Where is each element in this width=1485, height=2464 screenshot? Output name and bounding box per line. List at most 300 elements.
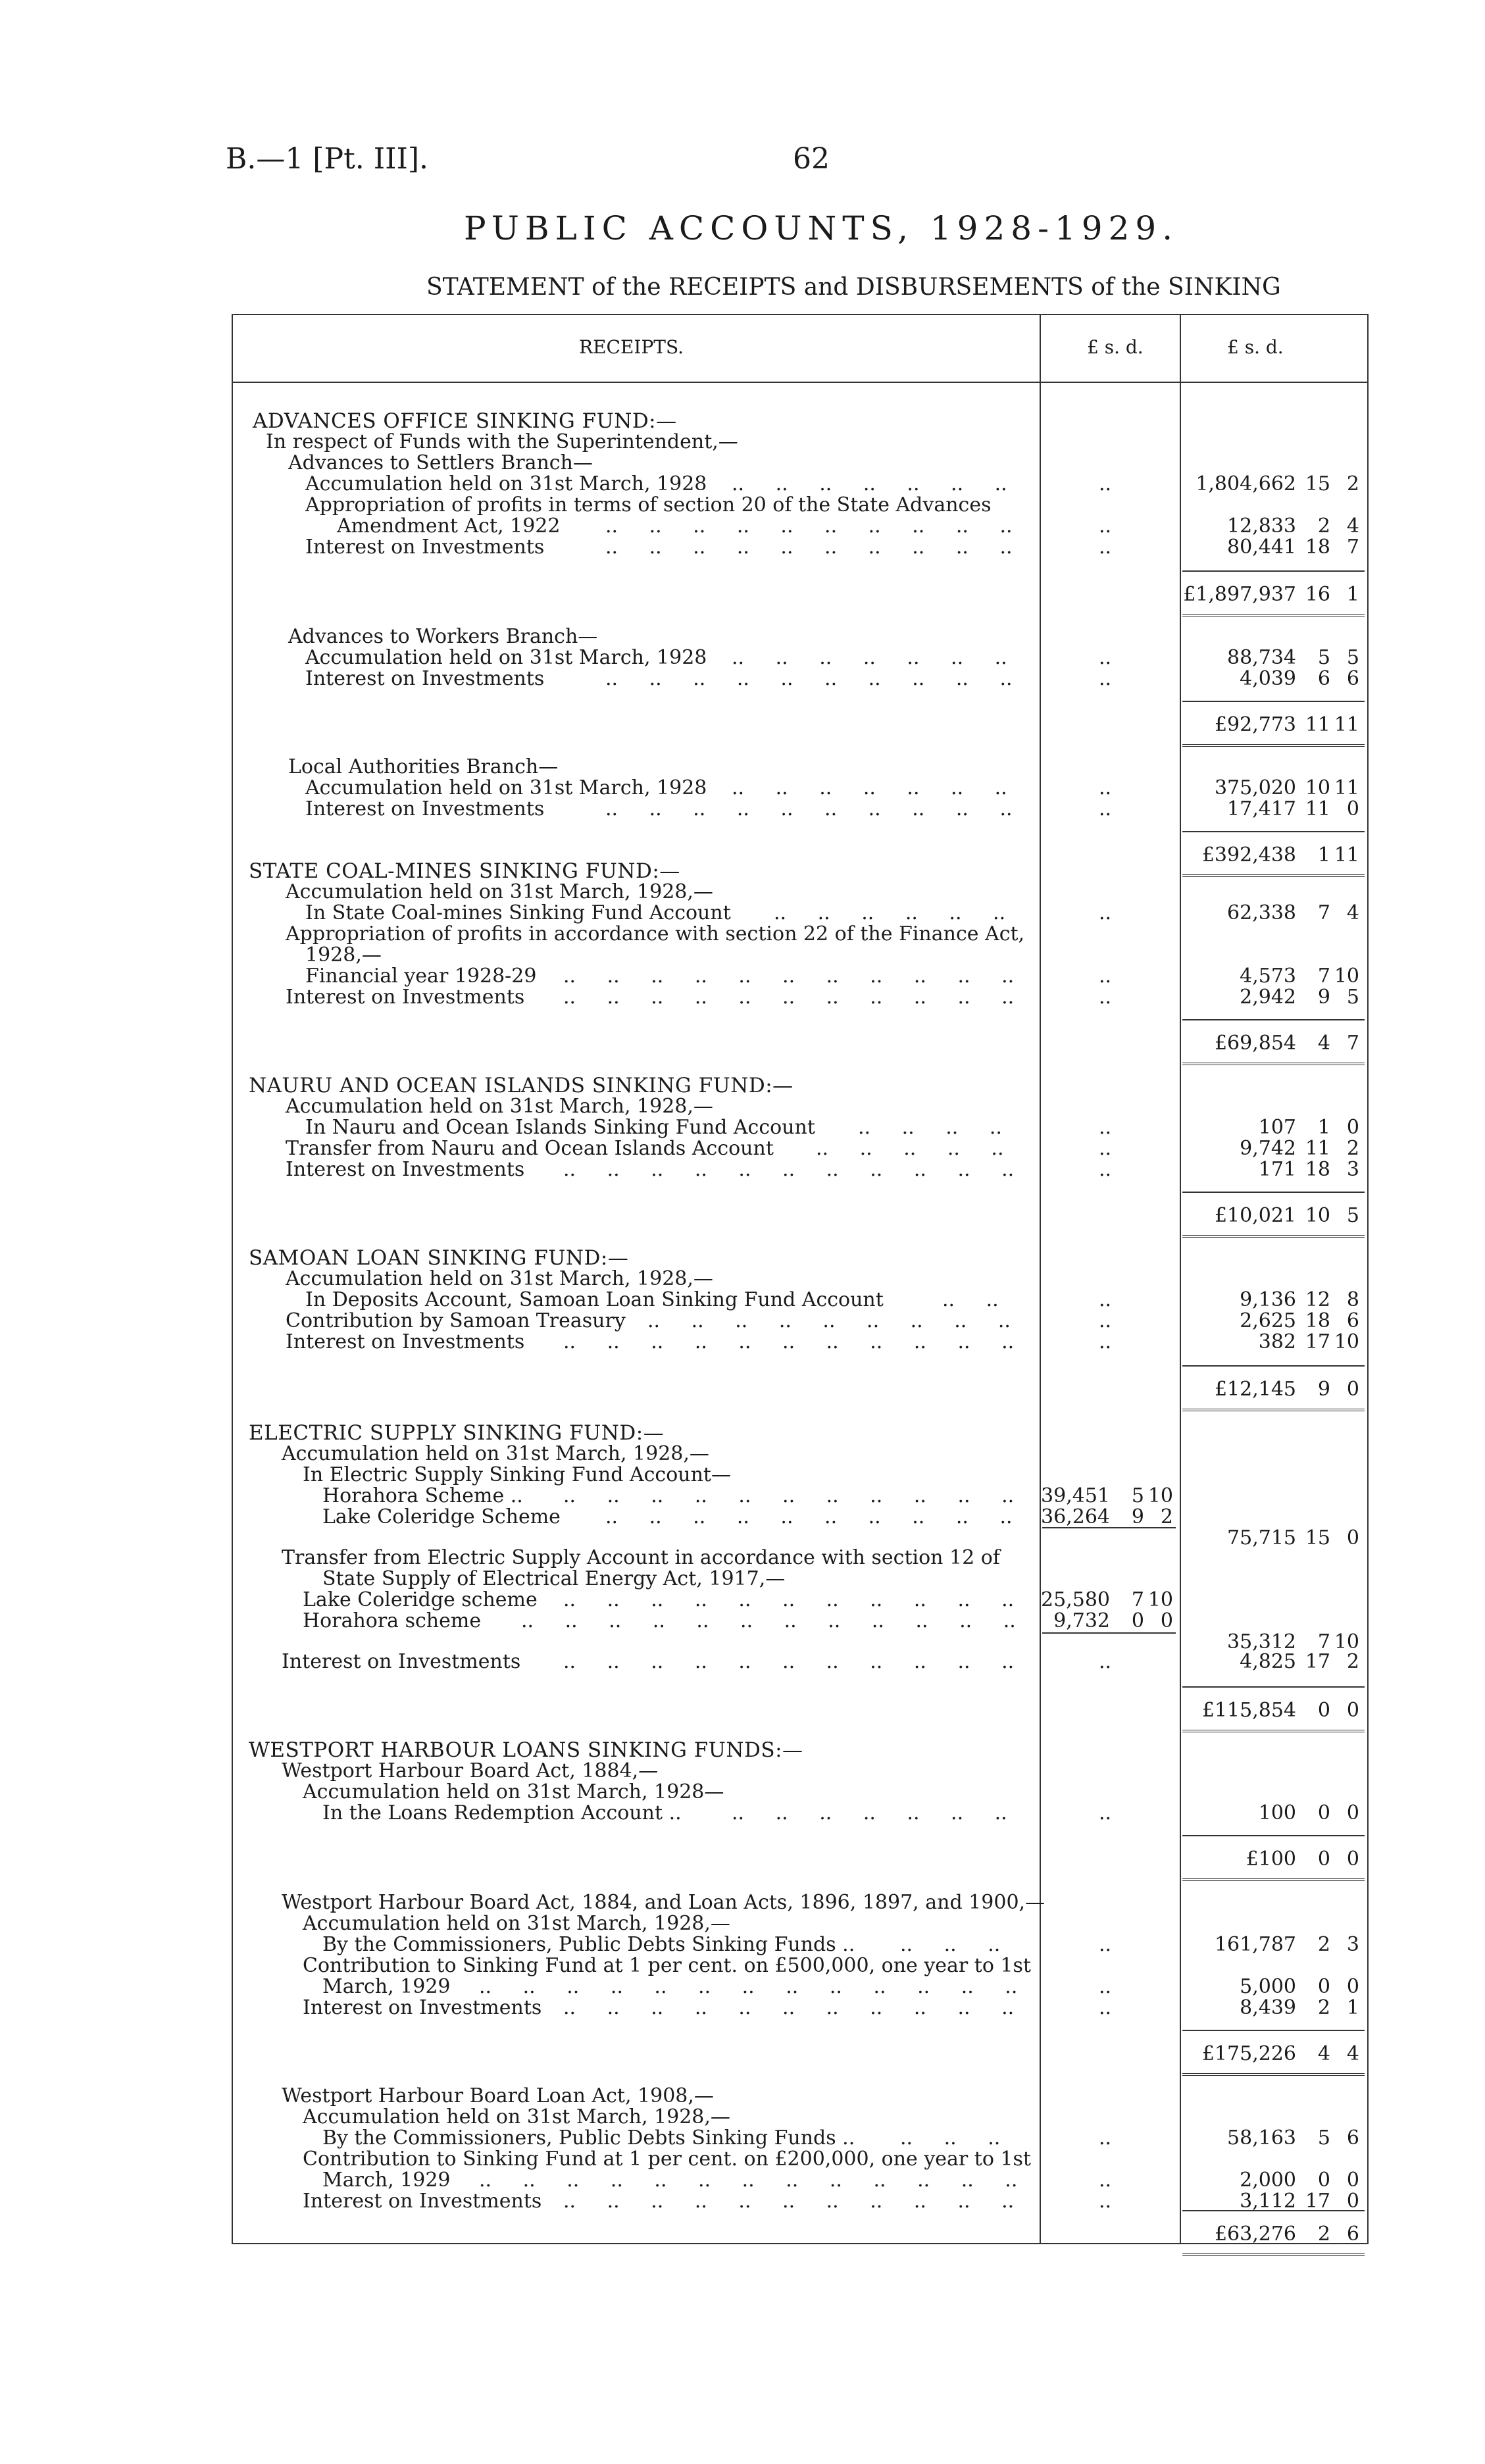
pounds-column-header-1: £ s. d. — [1087, 336, 1144, 358]
receipt-line-l54: Contribution to Sinking Fund at 1 per cent. on £200,000, one year to 1st — [303, 2148, 1031, 2171]
amount-shillings: 18 — [1305, 1309, 1330, 1332]
fund-total — [1246, 1849, 1359, 1869]
pounds-column-header-2: £ s. d. — [1227, 336, 1284, 358]
amount-value — [1240, 669, 1359, 689]
total-rule — [1182, 570, 1365, 572]
leader-dots: .. .. .. .. .. .. .. .. .. .. .. — [563, 965, 1015, 988]
amount-pounds: 17,417 — [1227, 797, 1296, 820]
leader-dots: .. .. .. .. .. .. .. .. .. .. .. — [563, 1650, 1015, 1673]
leader-dots: .. .. .. .. .. .. .. .. .. .. .. .. — [521, 1609, 1016, 1632]
amount-pence: 7 — [1346, 1032, 1359, 1055]
amount-pounds: £92,773 — [1214, 713, 1296, 736]
amount-pounds: 25,580 — [1041, 1588, 1110, 1611]
receipt-line-l9: Accumulation held on 31st March, 1928 — [305, 646, 707, 669]
amount-shillings: 2 — [1317, 515, 1330, 538]
receipt-line-l41: WESTPORT HARBOUR LOANS SINKING FUNDS:— — [249, 1738, 803, 1762]
amount-value — [1041, 1590, 1173, 1610]
leader-dots: .. .. .. .. .. .. .. .. .. .. — [605, 1505, 1013, 1528]
receipt-line-l55: March, 1929 — [322, 2169, 451, 2192]
amount-pounds: 4,039 — [1240, 667, 1296, 690]
total-rule — [1182, 1365, 1365, 1367]
amount-value — [1259, 1160, 1359, 1180]
amount-pounds: £115,854 — [1201, 1699, 1296, 1722]
leader-dots: .. — [1099, 1288, 1112, 1311]
amount-pounds: 161,787 — [1214, 1933, 1296, 1956]
receipt-line-l47: By the Commissioners, Public Debts Sinking Funds .. — [322, 1933, 855, 1956]
receipt-line-l17: Appropriation of profits in accordance with section 22 of the Finance Act, — [286, 922, 1025, 945]
amount-pence: 10 — [1334, 965, 1359, 988]
amount-shillings: 7 — [1317, 1630, 1330, 1653]
document-reference: B.—1 [Pt. III]. — [226, 142, 429, 176]
leader-dots: .. .. .. .. — [858, 1116, 1002, 1139]
amount-shillings: 4 — [1317, 1032, 1330, 1055]
leader-dots: .. — [1099, 2169, 1112, 2192]
receipt-line-l35: Lake Coleridge Scheme — [322, 1505, 561, 1528]
receipt-line-l44: In the Loans Redemption Account .. — [322, 1801, 682, 1824]
amount-pounds: 8,439 — [1240, 1996, 1296, 2019]
leader-dots: .. — [1099, 667, 1112, 690]
amount-pence: 0 — [1346, 1801, 1359, 1824]
amount-shillings: 10 — [1305, 776, 1330, 799]
leader-dots: .. .. .. .. .. .. .. — [732, 1801, 1007, 1824]
amount-pence: 7 — [1346, 536, 1359, 559]
amount-shillings: 0 — [1317, 1848, 1330, 1871]
total-double-rule — [1182, 1878, 1365, 1881]
fund-total — [1202, 845, 1359, 865]
amount-pence: 0 — [1346, 1699, 1359, 1722]
amount-shillings: 2 — [1317, 1996, 1330, 2019]
amount-shillings: 15 — [1305, 1526, 1330, 1549]
amount-pence: 11 — [1334, 776, 1359, 799]
amount-value — [1240, 1290, 1359, 1310]
receipt-line-l24: Transfer from Nauru and Ocean Islands Account — [286, 1137, 774, 1160]
leader-dots: .. .. .. .. .. .. .. — [732, 776, 1007, 799]
fund-total — [1215, 715, 1359, 735]
subtotal-rule — [1042, 1632, 1176, 1634]
amount-pounds: £392,438 — [1201, 843, 1296, 867]
amount-pence: 4 — [1346, 515, 1359, 538]
leader-dots: .. .. .. .. .. .. .. .. .. .. — [605, 797, 1013, 820]
leader-dots: .. — [1099, 1158, 1112, 1181]
amount-pounds: 1,804,662 — [1196, 472, 1296, 495]
amount-shillings: 15 — [1305, 472, 1330, 495]
amount-pounds: £100 — [1246, 1848, 1296, 1871]
amount-pence: 6 — [1346, 2223, 1359, 2246]
amount-shillings: 9 — [1131, 1505, 1144, 1528]
receipt-line-l18: 1928,— — [305, 943, 382, 967]
amount-shillings: 18 — [1305, 1158, 1330, 1181]
leader-dots: .. .. .. .. .. .. .. .. .. .. .. — [563, 2190, 1015, 2213]
amount-shillings: 17 — [1305, 1330, 1330, 1353]
leader-dots: .. — [1099, 1996, 1112, 2019]
amount-pence: 0 — [1346, 2190, 1359, 2213]
amount-pounds: 62,338 — [1227, 901, 1296, 924]
receipt-line-l12: Accumulation held on 31st March, 1928 — [305, 776, 707, 799]
receipt-line-l27: Accumulation held on 31st March, 1928,— — [286, 1267, 713, 1290]
leader-dots: .. — [1099, 776, 1112, 799]
total-rule — [1182, 1019, 1365, 1020]
leader-dots: .. .. .. .. .. .. .. .. .. — [647, 1309, 1011, 1332]
amount-shillings: 7 — [1131, 1588, 1144, 1611]
statement-subtitle: STATEMENT of the RECEIPTS and DISBURSEMENTS of the SINKING — [426, 274, 1281, 301]
total-rule — [1182, 701, 1365, 702]
receipt-line-l50: Interest on Investments — [303, 1996, 542, 2019]
amount-pence: 0 — [1346, 1848, 1359, 1871]
amount-pounds: 2,942 — [1240, 986, 1296, 1009]
leader-dots: .. — [1099, 965, 1112, 988]
amount-value — [1041, 1507, 1173, 1527]
total-rule — [1182, 1192, 1365, 1193]
receipt-line-l16: In State Coal-mines Sinking Fund Account — [305, 901, 731, 924]
amount-pounds: 2,625 — [1240, 1309, 1296, 1332]
fund-total — [1202, 2044, 1359, 2064]
column-rule-1 — [1040, 314, 1041, 2244]
amount-pounds: 36,264 — [1041, 1505, 1110, 1528]
fund-total — [1215, 2225, 1359, 2244]
leader-dots: .. .. .. .. .. .. .. .. .. .. — [605, 536, 1013, 559]
receipt-line-l2: In respect of Funds with the Superintendent,— — [266, 430, 738, 453]
receipt-line-l51: Westport Harbour Board Loan Act, 1908,— — [282, 2084, 714, 2107]
amount-pence: 2 — [1346, 472, 1359, 495]
amount-shillings: 0 — [1317, 1801, 1330, 1824]
amount-pounds: 107 — [1258, 1116, 1296, 1139]
total-double-rule — [1182, 1730, 1365, 1732]
table-top-rule — [232, 314, 1369, 315]
amount-value — [1259, 1332, 1359, 1352]
receipt-line-l33: In Electric Supply Sinking Fund Account— — [303, 1463, 731, 1486]
leader-dots: .. — [1099, 2190, 1112, 2213]
amount-pounds: 9,732 — [1053, 1609, 1110, 1632]
amount-pence: 5 — [1346, 1204, 1359, 1227]
page-number: 62 — [793, 142, 830, 176]
total-rule — [1182, 2030, 1365, 2031]
receipt-line-l13: Interest on Investments — [305, 797, 545, 820]
amount-shillings: 7 — [1317, 901, 1330, 924]
total-rule — [1182, 1686, 1365, 1688]
receipt-line-l42: Westport Harbour Board Act, 1884,— — [282, 1759, 659, 1782]
amount-pence: 10 — [1147, 1484, 1173, 1507]
amount-pounds: 75,715 — [1227, 1526, 1296, 1549]
amount-shillings: 6 — [1317, 667, 1330, 690]
receipt-line-l4: Accumulation held on 31st March, 1928 — [305, 472, 707, 495]
receipt-line-l38: Lake Coleridge scheme — [303, 1588, 538, 1611]
amount-pence: 3 — [1346, 1158, 1359, 1181]
amount-shillings: 1 — [1317, 1116, 1330, 1139]
amount-shillings: 4 — [1317, 2042, 1330, 2065]
amount-pence: 10 — [1334, 1330, 1359, 1353]
receipt-line-l15: Accumulation held on 31st March, 1928,— — [286, 880, 713, 903]
receipt-line-l8: Advances to Workers Branch— — [288, 625, 598, 648]
amount-value — [1227, 1528, 1359, 1548]
amount-pence: 6 — [1346, 2126, 1359, 2150]
amount-shillings: 7 — [1317, 965, 1330, 988]
amount-pounds: 100 — [1258, 1801, 1296, 1824]
amount-pounds: 39,451 — [1041, 1484, 1110, 1507]
fund-total — [1215, 1380, 1359, 1399]
amount-pounds: £10,021 — [1214, 1204, 1296, 1227]
receipt-line-l45: Westport Harbour Board Act, 1884, and Loan Acts, 1896, 1897, and 1900,— — [282, 1891, 1045, 1914]
amount-value — [1240, 1652, 1359, 1672]
amount-pounds: 5,000 — [1240, 1975, 1296, 1998]
receipt-line-l56: Interest on Investments — [303, 2190, 542, 2213]
leader-dots: .. .. .. — [900, 1933, 1001, 1956]
amount-pounds: 9,136 — [1240, 1288, 1296, 1311]
receipt-line-l21: NAURU AND OCEAN ISLANDS SINKING FUND:— — [249, 1074, 793, 1097]
leader-dots: .. — [1099, 986, 1112, 1009]
table-right-rule — [1367, 314, 1369, 2244]
amount-value — [1215, 778, 1359, 798]
amount-pounds: 9,742 — [1240, 1137, 1296, 1160]
amount-pounds: 3,112 — [1240, 2190, 1296, 2213]
amount-shillings: 0 — [1317, 1975, 1330, 1998]
receipt-line-l39: Horahora scheme — [303, 1609, 482, 1632]
amount-pence: 0 — [1346, 1116, 1359, 1139]
amount-shillings: 17 — [1305, 2190, 1330, 2213]
amount-value — [1240, 2171, 1359, 2190]
leader-dots: .. .. .. .. .. .. .. .. .. .. .. — [563, 1330, 1015, 1353]
amount-value — [1240, 1311, 1359, 1331]
total-double-rule — [1182, 1235, 1365, 1238]
leader-dots: .. .. — [942, 1288, 999, 1311]
amount-pence: 5 — [1346, 986, 1359, 1009]
amount-pence: 5 — [1346, 646, 1359, 669]
amount-shillings: 1 — [1317, 843, 1330, 867]
receipt-line-l53: By the Commissioners, Public Debts Sinking Funds .. — [322, 2126, 855, 2150]
amount-pence: 11 — [1334, 843, 1359, 867]
page-title: PUBLIC ACCOUNTS, 1928-1929. — [464, 209, 1179, 247]
amount-pounds: £12,145 — [1214, 1378, 1296, 1401]
amount-pence: 0 — [1346, 2169, 1359, 2192]
amount-pounds: 171 — [1258, 1158, 1296, 1181]
amount-shillings: 10 — [1305, 1204, 1330, 1227]
amount-shillings: 0 — [1317, 2169, 1330, 2192]
amount-shillings: 16 — [1305, 583, 1330, 606]
receipt-line-l3: Advances to Settlers Branch— — [288, 451, 593, 474]
receipt-line-l22: Accumulation held on 31st March, 1928,— — [286, 1095, 713, 1118]
amount-shillings: 5 — [1131, 1484, 1144, 1507]
leader-dots: .. — [1099, 1975, 1112, 1998]
amount-pence: 4 — [1346, 901, 1359, 924]
amount-pence: 10 — [1334, 1630, 1359, 1653]
amount-shillings: 9 — [1317, 986, 1330, 1009]
amount-value — [1227, 1632, 1359, 1652]
amount-pence: 3 — [1346, 1933, 1359, 1956]
receipt-line-l52: Accumulation held on 31st March, 1928,— — [303, 2105, 730, 2128]
leader-dots: .. .. .. .. .. .. .. .. .. .. .. — [563, 1588, 1015, 1611]
amount-value — [1240, 1998, 1359, 2018]
leader-dots: .. .. .. .. .. .. .. .. .. .. .. — [563, 986, 1015, 1009]
amount-value — [1240, 967, 1359, 986]
receipt-line-l49: March, 1929 — [322, 1975, 451, 1998]
leader-dots: .. — [1099, 646, 1112, 669]
total-double-rule — [1182, 744, 1365, 747]
amount-value — [1240, 1977, 1359, 1997]
amount-value — [1053, 1611, 1173, 1631]
amount-value — [1227, 799, 1359, 819]
leader-dots: .. .. .. .. .. .. .. .. .. .. .. — [563, 1158, 1015, 1181]
amount-shillings: 9 — [1317, 1378, 1330, 1401]
receipt-line-l10: Interest on Investments — [305, 667, 545, 690]
receipt-line-l14: STATE COAL-MINES SINKING FUND:— — [249, 859, 680, 883]
amount-value — [1227, 538, 1359, 557]
amount-pence: 6 — [1346, 1309, 1359, 1332]
column-rule-2 — [1180, 314, 1181, 2244]
amount-shillings: 2 — [1317, 1933, 1330, 1956]
receipt-line-l34: Horahora Scheme .. — [322, 1484, 523, 1507]
receipt-line-l48: Contribution to Sinking Fund at 1 per cent. on £500,000, one year to 1st — [303, 1954, 1031, 1977]
leader-dots: .. — [1099, 472, 1112, 495]
receipt-line-l26: SAMOAN LOAN SINKING FUND:— — [249, 1246, 629, 1270]
amount-shillings: 2 — [1317, 2223, 1330, 2246]
amount-pounds: 375,020 — [1214, 776, 1296, 799]
amount-pounds: 12,833 — [1227, 515, 1296, 538]
leader-dots: .. .. .. .. .. .. .. .. .. .. .. — [563, 1996, 1015, 2019]
amount-pence: 0 — [1346, 1378, 1359, 1401]
total-rule — [1182, 1835, 1365, 1836]
amount-pence: 0 — [1346, 1526, 1359, 1549]
receipt-line-l1: ADVANCES OFFICE SINKING FUND:— — [253, 409, 677, 433]
leader-dots: .. .. .. .. .. .. .. .. .. .. .. .. .. — [479, 2169, 1018, 2192]
receipt-line-l43: Accumulation held on 31st March, 1928— — [303, 1780, 724, 1803]
receipts-table — [232, 314, 1369, 2244]
total-rule — [1182, 2210, 1365, 2211]
leader-dots: .. — [1099, 1116, 1112, 1139]
receipt-line-l23: In Nauru and Ocean Islands Sinking Fund Account — [305, 1116, 815, 1139]
amount-value — [1196, 474, 1359, 494]
fund-total — [1202, 1701, 1359, 1721]
leader-dots: .. — [1099, 1801, 1112, 1824]
amount-value — [1215, 1935, 1359, 1955]
leader-dots: .. — [1099, 1309, 1112, 1332]
leader-dots: .. — [1099, 515, 1112, 538]
receipt-line-l40: Interest on Investments — [282, 1650, 521, 1673]
amount-pounds: 4,573 — [1240, 965, 1296, 988]
amount-pounds: £63,276 — [1214, 2223, 1296, 2246]
amount-value — [1259, 1118, 1359, 1138]
amount-pence: 0 — [1346, 1975, 1359, 1998]
leader-dots: .. — [1099, 1933, 1112, 1956]
amount-value — [1240, 2192, 1359, 2211]
leader-dots: .. .. .. .. .. .. — [774, 901, 1006, 924]
amount-value — [1041, 1486, 1173, 1506]
receipt-line-l5: Appropriation of profits in terms of section 20 of the State Advances — [305, 493, 992, 516]
amount-pounds: 88,734 — [1227, 646, 1296, 669]
amount-pounds: 58,163 — [1227, 2126, 1296, 2150]
amount-shillings: 12 — [1305, 1288, 1330, 1311]
fund-total — [1215, 1034, 1359, 1053]
total-double-rule — [1182, 2073, 1365, 2076]
amount-shillings: 5 — [1317, 646, 1330, 669]
receipt-line-l28: In Deposits Account, Samoan Loan Sinking Fund Account — [305, 1288, 884, 1311]
leader-dots: .. .. .. .. .. .. .. — [732, 472, 1007, 495]
amount-pounds: 80,441 — [1227, 536, 1296, 559]
amount-pence: 6 — [1346, 667, 1359, 690]
subtotal-rule — [1042, 1527, 1176, 1528]
leader-dots: .. .. .. .. .. .. .. .. .. .. — [605, 667, 1013, 690]
amount-pence: 11 — [1334, 713, 1359, 736]
amount-value — [1240, 1139, 1359, 1159]
total-rule — [1182, 831, 1365, 832]
amount-shillings: 11 — [1305, 1137, 1330, 1160]
amount-value — [1240, 988, 1359, 1007]
total-double-rule — [1182, 874, 1365, 877]
total-double-rule — [1182, 2253, 1365, 2256]
receipt-line-l25: Interest on Investments — [286, 1158, 525, 1181]
receipt-line-l36: Transfer from Electric Supply Account in accordance with section 12 of — [282, 1546, 1000, 1569]
leader-dots: .. .. .. .. .. — [816, 1137, 1004, 1160]
amount-pence: 0 — [1160, 1609, 1173, 1632]
amount-shillings: 0 — [1131, 1609, 1144, 1632]
amount-pence: 4 — [1346, 2042, 1359, 2065]
fund-total — [1215, 1206, 1359, 1226]
amount-value — [1259, 1803, 1359, 1823]
receipt-line-l11: Local Authorities Branch— — [288, 755, 559, 778]
amount-pounds: 382 — [1258, 1330, 1296, 1353]
receipt-line-l6: Amendment Act, 1922 — [337, 515, 561, 538]
header-bottom-rule — [232, 382, 1369, 383]
amount-shillings: 5 — [1317, 2126, 1330, 2150]
leader-dots: .. — [1099, 1650, 1112, 1673]
receipt-line-l20: Interest on Investments — [286, 986, 525, 1009]
table-left-rule — [232, 314, 233, 2244]
amount-value — [1227, 903, 1359, 923]
amount-pounds: £1,897,937 — [1183, 583, 1296, 606]
leader-dots: .. — [1099, 1137, 1112, 1160]
leader-dots: .. .. .. .. .. .. .. — [732, 646, 1007, 669]
amount-value — [1227, 516, 1359, 536]
leader-dots: .. — [1099, 2126, 1112, 2150]
leader-dots: .. — [1099, 797, 1112, 820]
total-double-rule — [1182, 614, 1365, 616]
amount-pence: 1 — [1346, 583, 1359, 606]
leader-dots: .. — [1099, 536, 1112, 559]
leader-dots: .. — [1099, 901, 1112, 924]
receipt-line-l7: Interest on Investments — [305, 536, 545, 559]
amount-shillings: 18 — [1305, 536, 1330, 559]
amount-pence: 10 — [1147, 1588, 1173, 1611]
amount-pence: 1 — [1346, 1996, 1359, 2019]
total-double-rule — [1182, 1409, 1365, 1411]
fund-total — [1183, 585, 1359, 605]
receipt-line-l46: Accumulation held on 31st March, 1928,— — [303, 1912, 730, 1935]
receipt-line-l31: ELECTRIC SUPPLY SINKING FUND:— — [249, 1421, 665, 1445]
receipts-column-header: RECEIPTS. — [579, 336, 684, 358]
leader-dots: .. — [1099, 1330, 1112, 1353]
leader-dots: .. .. .. .. .. .. .. .. .. .. .. .. .. — [479, 1975, 1018, 1998]
amount-shillings: 11 — [1305, 713, 1330, 736]
amount-pence: 2 — [1160, 1505, 1173, 1528]
amount-value — [1227, 648, 1359, 668]
receipt-line-l37: State Supply of Electrical Energy Act, 1917,— — [322, 1567, 786, 1590]
leader-dots: .. .. .. .. .. .. .. .. .. .. .. — [563, 1484, 1015, 1507]
receipt-line-l30: Interest on Investments — [286, 1330, 525, 1353]
receipt-line-l32: Accumulation held on 31st March, 1928,— — [282, 1442, 709, 1465]
receipt-line-l29: Contribution by Samoan Treasury — [286, 1309, 626, 1332]
amount-shillings: 17 — [1305, 1650, 1330, 1673]
amount-pence: 8 — [1346, 1288, 1359, 1311]
total-double-rule — [1182, 1063, 1365, 1065]
amount-shillings: 0 — [1317, 1699, 1330, 1722]
amount-pounds: 2,000 — [1240, 2169, 1296, 2192]
amount-pence: 2 — [1346, 1137, 1359, 1160]
amount-shillings: 11 — [1305, 797, 1330, 820]
receipt-line-l19: Financial year 1928-29 — [305, 965, 537, 988]
table-bottom-rule — [232, 2243, 1369, 2244]
leader-dots: .. .. .. .. .. .. .. .. .. .. — [605, 515, 1013, 538]
leader-dots: .. .. .. — [900, 2126, 1001, 2150]
amount-pounds: £69,854 — [1214, 1032, 1296, 1055]
amount-pounds: £175,226 — [1201, 2042, 1296, 2065]
